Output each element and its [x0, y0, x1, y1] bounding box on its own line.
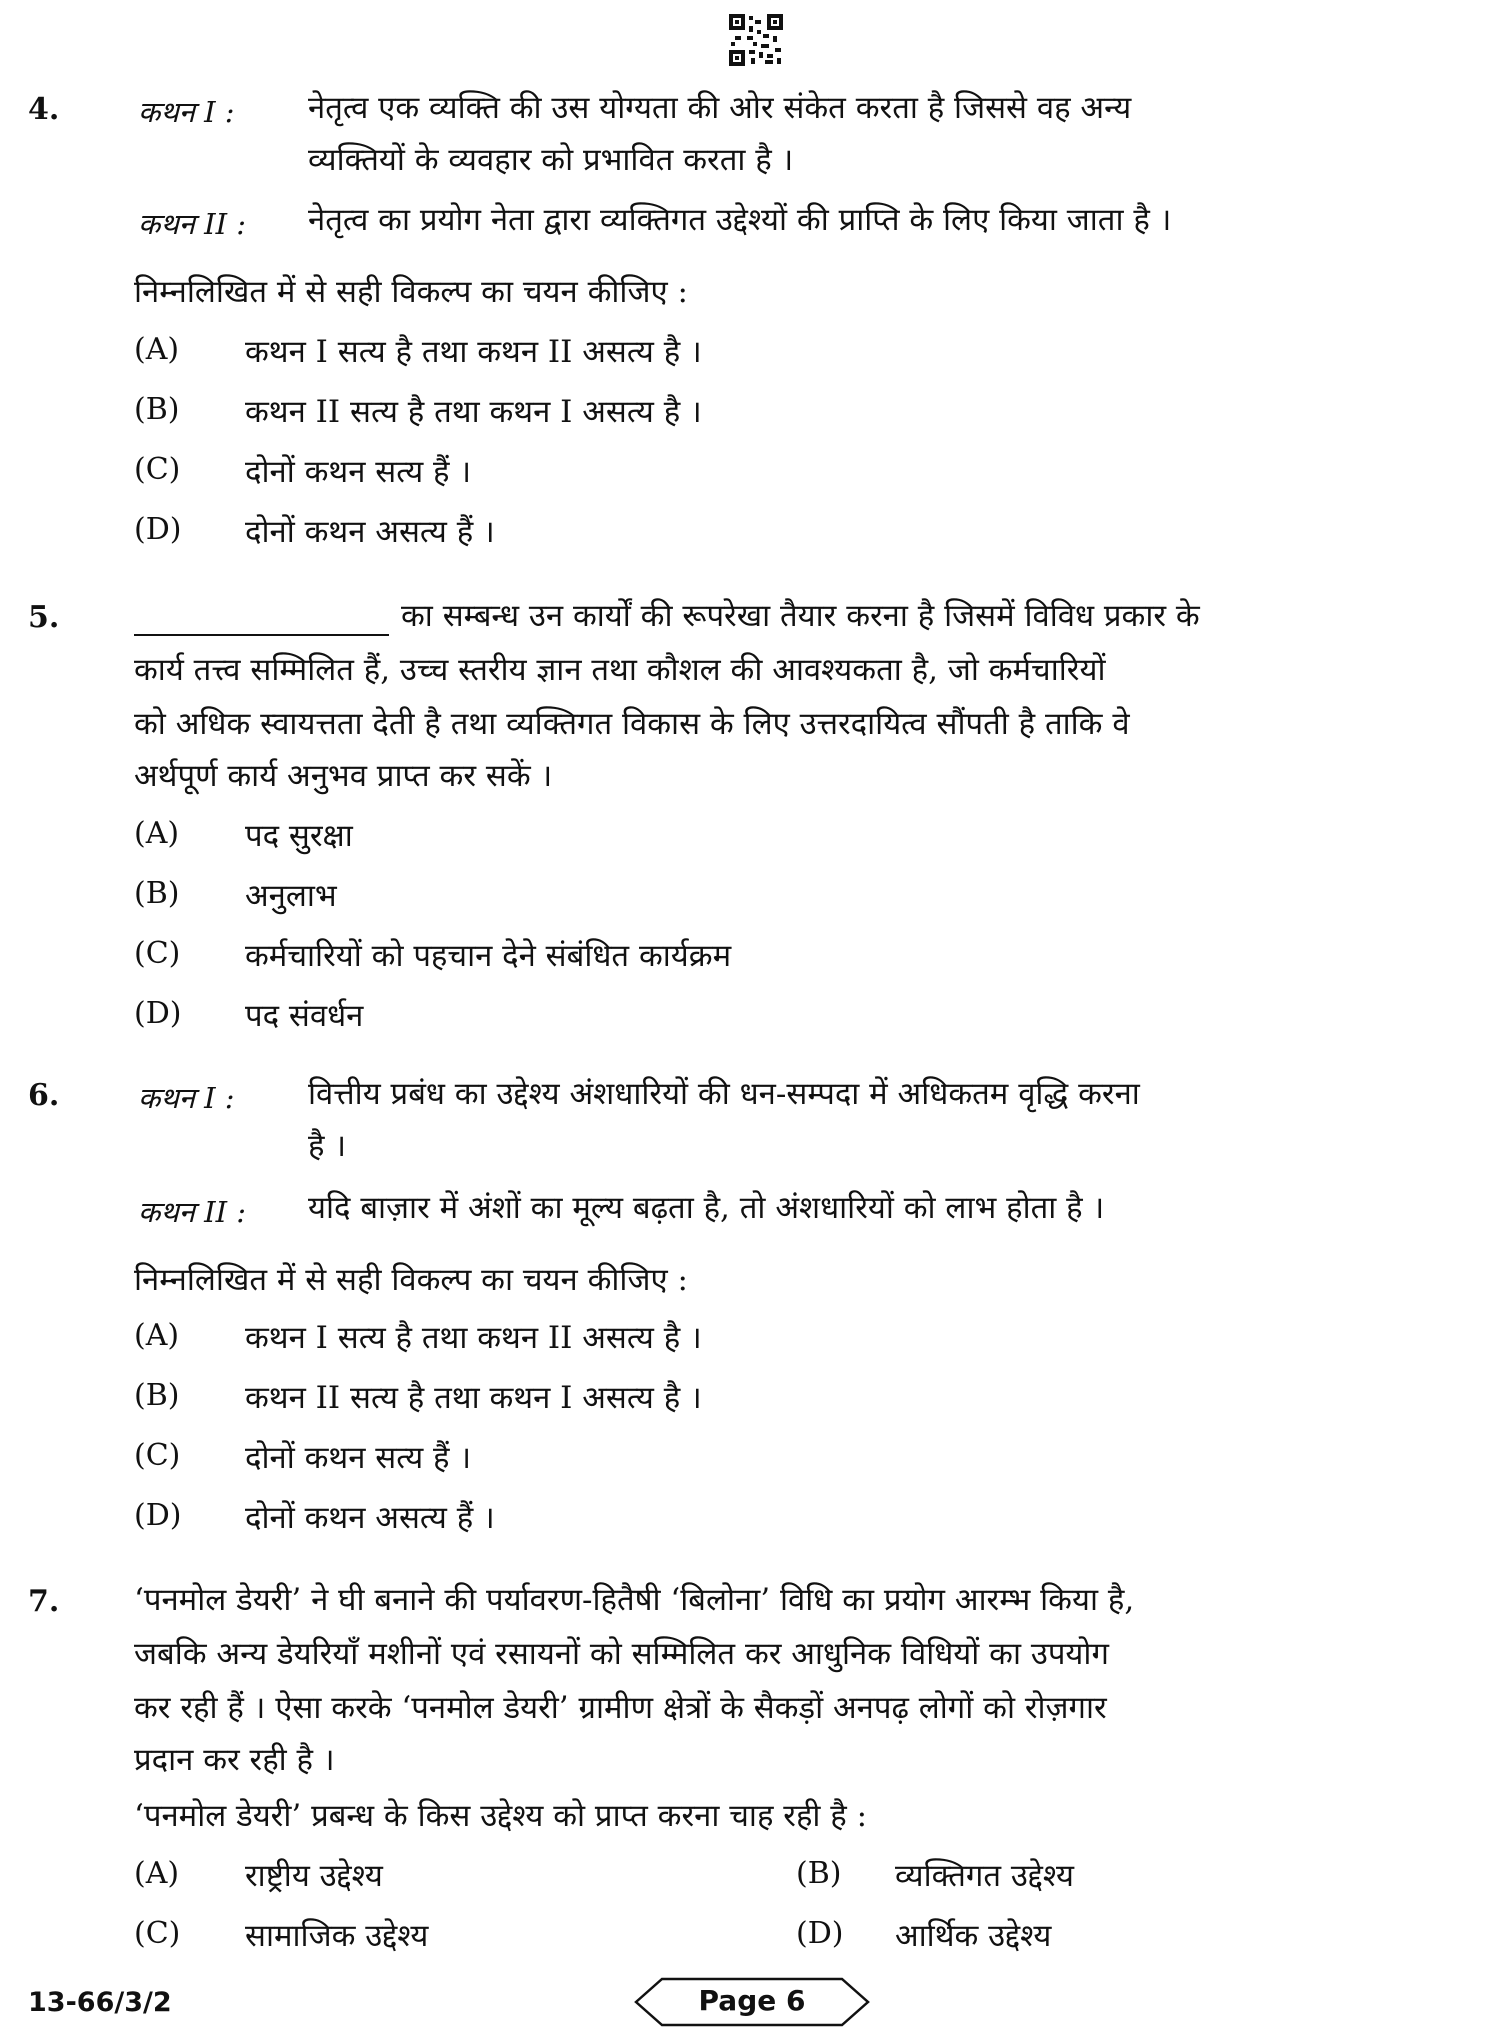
option-text: सामाजिक उद्देश्य — [245, 1918, 429, 1954]
option-letter: (B) — [134, 1378, 180, 1413]
option-text: कथन I सत्य है तथा कथन II असत्य है । — [245, 334, 702, 370]
option-text: कर्मचारियों को पहचान देने संबंधित कार्यक्रम — [245, 938, 732, 974]
option-letter: (A) — [134, 1856, 180, 1891]
question-number: 5. — [28, 600, 60, 635]
option-letter: (D) — [796, 1916, 844, 1951]
option-text: राष्ट्रीय उद्देश्य — [245, 1858, 383, 1894]
question-text: कर रही हैं । ऐसा करके ‘पनमोल डेयरी’ ग्रामीण क्षेत्रों के सैकड़ों अनपढ़ लोगों को रोज़गार — [134, 1690, 1107, 1726]
page-number-badge — [634, 1976, 870, 2028]
option-text: दोनों कथन सत्य हैं । — [245, 1440, 472, 1476]
question-number: 7. — [28, 1584, 60, 1619]
question-text: का सम्बन्ध उन कार्यों की रूपरेखा तैयार करना है जिसमें विविध प्रकार के — [134, 596, 1200, 636]
option-text: पद संवर्धन — [245, 998, 364, 1034]
option-text: आर्थिक उद्देश्य — [895, 1918, 1052, 1954]
question-text: अर्थपूर्ण कार्य अनुभव प्राप्त कर सकें । — [134, 758, 553, 794]
instruction-text: निम्नलिखित में से सही विकल्प का चयन कीजिए : — [134, 274, 688, 310]
page-number: Page 6 — [698, 1984, 806, 2017]
option-letter: (C) — [134, 452, 181, 487]
question-number: 6. — [28, 1078, 60, 1113]
instruction-text: निम्नलिखित में से सही विकल्प का चयन कीजिए : — [134, 1262, 688, 1298]
question-number: 4. — [28, 92, 60, 127]
question-text: ‘पनमोल डेयरी’ ने घी बनाने की पर्यावरण-हितैषी ‘बिलोना’ विधि का प्रयोग आरम्भ किया है, — [134, 1582, 1135, 1618]
statement-1-label: कथन I : — [138, 1081, 235, 1115]
statement-1-text: व्यक्तियों के व्यवहार को प्रभावित करता है । — [308, 142, 794, 178]
option-text: अनुलाभ — [245, 878, 337, 914]
statement-1-text: वित्तीय प्रबंध का उद्देश्य अंशधारियों की धन-सम्पदा में अधिकतम वृद्धि करना — [308, 1076, 1140, 1112]
statement-2-label: कथन II : — [138, 207, 247, 241]
option-text: कथन II सत्य है तथा कथन I असत्य है । — [245, 394, 702, 430]
question-text: कार्य तत्त्व सम्मिलित हैं, उच्च स्तरीय ज्ञान तथा कौशल की आवश्यकता है, जो कर्मचारियों — [134, 652, 1106, 688]
option-letter: (D) — [134, 1498, 182, 1533]
option-letter: (C) — [134, 1916, 181, 1951]
question-text: को अधिक स्वायत्तता देती है तथा व्यक्तिगत विकास के लिए उत्तरदायित्व सौंपती है ताकि वे — [134, 706, 1130, 742]
statement-1-text: है । — [308, 1128, 347, 1164]
question-text: ‘पनमोल डेयरी’ प्रबन्ध के किस उद्देश्य को प्राप्त करना चाह रही है : — [134, 1798, 868, 1834]
statement-1-text: नेतृत्व एक व्यक्ति की उस योग्यता की ओर संकेत करता है जिससे वह अन्य — [308, 90, 1132, 126]
option-letter: (D) — [134, 996, 182, 1031]
option-text: दोनों कथन असत्य हैं । — [245, 514, 495, 550]
option-text: पद सुरक्षा — [245, 818, 353, 854]
option-text: कथन II सत्य है तथा कथन I असत्य है । — [245, 1380, 702, 1416]
option-letter: (D) — [134, 512, 182, 547]
option-letter: (C) — [134, 936, 181, 971]
statement-1-label: कथन I : — [138, 95, 235, 129]
fill-in-blank — [134, 604, 389, 636]
option-text: दोनों कथन असत्य हैं । — [245, 1500, 495, 1536]
option-letter: (C) — [134, 1438, 181, 1473]
question-text: प्रदान कर रही है । — [134, 1742, 335, 1778]
paper-code: 13-66/3/2 — [28, 1987, 172, 2018]
option-text: दोनों कथन सत्य हैं । — [245, 454, 472, 490]
option-text: व्यक्तिगत उद्देश्य — [895, 1858, 1075, 1894]
statement-2-text: नेतृत्व का प्रयोग नेता द्वारा व्यक्तिगत उद्देश्यों की प्राप्ति के लिए किया जाता है । — [308, 202, 1172, 238]
option-text: कथन I सत्य है तथा कथन II असत्य है । — [245, 1320, 702, 1356]
option-letter: (A) — [134, 332, 180, 367]
option-letter: (B) — [134, 392, 180, 427]
statement-2-label: कथन II : — [138, 1195, 247, 1229]
option-letter: (A) — [134, 1318, 180, 1353]
option-letter: (B) — [134, 876, 180, 911]
qr-code-icon — [729, 14, 783, 66]
option-letter: (B) — [796, 1856, 842, 1891]
option-letter: (A) — [134, 816, 180, 851]
question-text: जबकि अन्य डेयरियाँ मशीनों एवं रसायनों को सम्मिलित कर आधुनिक विधियों का उपयोग — [134, 1636, 1109, 1672]
statement-2-text: यदि बाज़ार में अंशों का मूल्य बढ़ता है, तो अंशधारियों को लाभ होता है । — [308, 1190, 1105, 1226]
